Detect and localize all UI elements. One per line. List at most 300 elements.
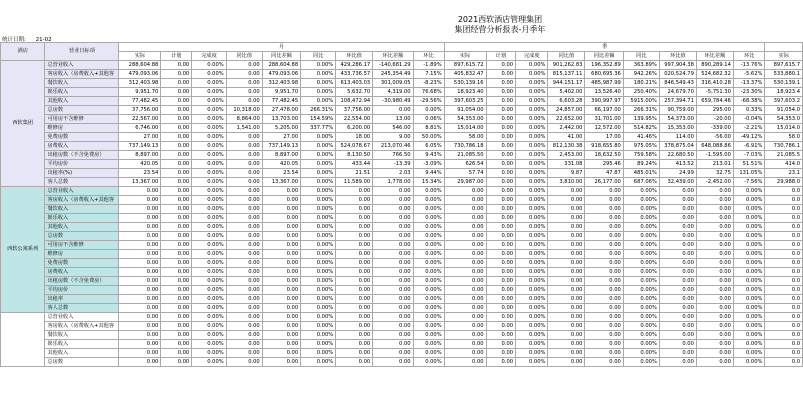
month-cell: 6,200.00 [336, 124, 373, 133]
month-cell: 0.00 [119, 268, 161, 277]
table-row [1, 259, 803, 268]
season-cell: 485.01% [623, 169, 659, 178]
month-cell: 0.00 [262, 313, 300, 322]
month-cell: 5,205.00 [262, 124, 300, 133]
season-cell: 0.00% [733, 313, 765, 322]
season-cell: 90,759.00 [659, 106, 696, 115]
season-cell: 0.00% [516, 124, 548, 133]
year-cell: 0.0 [765, 322, 803, 331]
season-cell: 0.00 [486, 88, 515, 97]
month-cell: 0.00 [336, 340, 373, 349]
month-cell: 0.00% [301, 160, 336, 169]
month-cell: 0.00 [161, 214, 192, 223]
month-cell: 0.00 [373, 304, 413, 313]
month-cell: 0.00 [119, 187, 161, 196]
month-cell: 1,541.00 [226, 124, 262, 133]
season-cell: 0.00% [733, 214, 765, 223]
item-label: 餐饮收入 [45, 205, 119, 214]
month-cell: 0.00 [226, 241, 262, 250]
month-cell: 0.00 [336, 304, 373, 313]
season-cell: 405,832.47 [444, 70, 486, 79]
season-cell: 687.06% [623, 178, 659, 187]
month-cell: 0.00 [119, 250, 161, 259]
month-cell: 0.00% [192, 358, 226, 367]
item-label: 总营业收入 [45, 61, 119, 70]
month-cell: 0.00% [192, 115, 226, 124]
season-cell: 250.40% [623, 88, 659, 97]
month-cell: 0.00 [226, 214, 262, 223]
month-cell: 0.00 [226, 169, 262, 178]
season-cell: 0.00 [659, 187, 696, 196]
item-label: 其他收入 [45, 349, 119, 358]
month-cell: 337.77% [301, 124, 336, 133]
season-cell: 0.00 [659, 286, 696, 295]
month-cell: 22,567.00 [119, 115, 161, 124]
month-cell: 312,403.98 [119, 79, 161, 88]
header-season: 季 [444, 43, 765, 52]
month-cell: 0.00% [301, 178, 336, 187]
season-cell: 0.00% [733, 196, 765, 205]
month-cell: 0.00% [413, 232, 444, 241]
month-cell: 0.00 [161, 196, 192, 205]
year-cell: 0.0 [765, 349, 803, 358]
season-cell: 0.00 [444, 322, 486, 331]
month-cell: 0.00% [301, 151, 336, 160]
month-cell: 0.00% [413, 277, 444, 286]
season-cell: 0.00 [486, 322, 515, 331]
season-cell: 0.00 [444, 268, 486, 277]
season-cell: 0.00 [486, 250, 515, 259]
season-cell: 378,875.04 [659, 142, 696, 151]
season-cell: 0.00% [623, 214, 659, 223]
season-cell: 0.00% [516, 88, 548, 97]
season-cell: 0.00% [623, 304, 659, 313]
season-cell: 942.26% [623, 70, 659, 79]
month-cell: 0.00% [192, 295, 226, 304]
year-cell: 0.0 [765, 304, 803, 313]
season-cell: 413.52 [659, 160, 696, 169]
header-col-year: 实际 [765, 52, 803, 61]
month-cell: 0.00 [226, 232, 262, 241]
month-cell: 0.00% [301, 196, 336, 205]
season-cell: 0.00 [659, 349, 696, 358]
table-row [1, 304, 803, 313]
year-cell: 0.0 [765, 268, 803, 277]
month-cell: 0.00 [226, 340, 262, 349]
item-label: 客房收入（房费收入+其他客 [45, 70, 119, 79]
season-cell: 257,394.71 [659, 97, 696, 106]
season-cell: 0.00 [585, 304, 623, 313]
header-col: 同比 [623, 52, 659, 61]
month-cell: 0.00 [161, 160, 192, 169]
month-cell: 0.00 [373, 196, 413, 205]
season-cell: 0.00% [623, 349, 659, 358]
month-cell: 0.00% [301, 358, 336, 367]
season-cell: -49.12% [733, 133, 765, 142]
season-cell: -68.38% [733, 97, 765, 106]
table-row [1, 187, 803, 196]
season-cell: 0.00 [696, 331, 733, 340]
month-cell: 0.00 [226, 142, 262, 151]
season-cell: 0.00 [486, 232, 515, 241]
header-col: 同比差额 [262, 52, 300, 61]
season-cell: 0.00% [516, 232, 548, 241]
season-cell: 54,353.00 [444, 115, 486, 124]
month-cell: 0.00 [373, 268, 413, 277]
month-cell: 0.00 [161, 142, 192, 151]
season-cell: 0.00% [516, 349, 548, 358]
table-row [1, 295, 803, 304]
year-cell: 397,603.2 [765, 97, 803, 106]
season-cell: 0.00 [696, 295, 733, 304]
season-cell: -2.21% [733, 124, 765, 133]
month-cell: 0.00 [336, 250, 373, 259]
month-cell: 0.00 [262, 331, 300, 340]
season-cell: -5.62% [733, 70, 765, 79]
season-cell: 0.00% [516, 205, 548, 214]
month-cell: 0.00 [336, 223, 373, 232]
item-label: 总房数 [45, 358, 119, 367]
month-cell: 0.00 [119, 259, 161, 268]
month-cell: 0.00% [413, 322, 444, 331]
season-cell: 66,197.00 [585, 106, 623, 115]
month-cell: 0.00 [226, 223, 262, 232]
month-cell: -140,681.29 [373, 61, 413, 70]
hotel-name [1, 313, 45, 367]
season-cell: 0.00 [444, 313, 486, 322]
year-cell: 18,923.4 [765, 88, 803, 97]
header-year [765, 43, 803, 52]
month-cell: 27.00 [262, 133, 300, 142]
season-cell: 0.00 [696, 205, 733, 214]
month-cell: 18.00 [336, 133, 373, 142]
season-cell: 0.00% [623, 313, 659, 322]
month-cell: -3.09% [413, 160, 444, 169]
season-cell: 0.00 [585, 322, 623, 331]
month-cell: 0.00 [161, 61, 192, 70]
season-cell: 530,139.16 [444, 79, 486, 88]
month-cell: 0.00 [262, 340, 300, 349]
month-cell: 0.00 [226, 295, 262, 304]
table-row [1, 268, 803, 277]
season-cell: 2,453.00 [548, 151, 585, 160]
season-cell: 24.99 [659, 169, 696, 178]
season-cell: 0.00 [696, 223, 733, 232]
month-cell: 0.00% [413, 331, 444, 340]
season-cell: 0.00 [486, 268, 515, 277]
season-cell: -20.00 [696, 115, 733, 124]
year-cell: 0.0 [765, 205, 803, 214]
month-cell: -13.39 [373, 160, 413, 169]
season-cell: -2,452.00 [696, 178, 733, 187]
season-cell: 975.05% [623, 142, 659, 151]
season-cell: 0.00 [444, 187, 486, 196]
year-cell: 0.0 [765, 196, 803, 205]
season-cell: -56.00 [696, 133, 733, 142]
season-cell: 0.00% [516, 268, 548, 277]
season-cell: 0.00 [585, 232, 623, 241]
month-cell: 0.00% [192, 70, 226, 79]
year-cell: 0.0 [765, 250, 803, 259]
season-cell: -6.91% [733, 142, 765, 151]
season-cell: 2,442.00 [548, 124, 585, 133]
month-cell: 0.00 [373, 223, 413, 232]
season-cell: 0.00 [659, 322, 696, 331]
month-cell: 0.00% [192, 304, 226, 313]
season-cell: -0.04% [733, 115, 765, 124]
season-cell: 114.00 [659, 133, 696, 142]
season-cell: 0.00 [696, 304, 733, 313]
season-cell: 0.00 [444, 205, 486, 214]
season-cell: 0.00 [659, 304, 696, 313]
month-cell: 0.00 [336, 277, 373, 286]
year-cell: 0.0 [765, 331, 803, 340]
item-label: 维修房 [45, 124, 119, 133]
month-cell: 0.00 [373, 106, 413, 115]
month-cell: 0.00% [192, 322, 226, 331]
month-cell: 0.00% [413, 106, 444, 115]
month-cell: 0.00% [413, 187, 444, 196]
season-cell: 0.00% [516, 196, 548, 205]
season-cell: 0.00 [486, 259, 515, 268]
item-label: 免费房数 [45, 259, 119, 268]
season-cell: 0.00% [733, 358, 765, 367]
season-cell: 0.00 [696, 322, 733, 331]
month-cell: 0.00 [119, 295, 161, 304]
month-cell: 10,318.00 [226, 106, 262, 115]
season-cell: 0.00 [486, 79, 515, 88]
month-cell: 0.00 [226, 286, 262, 295]
season-cell: 648,088.86 [696, 142, 733, 151]
month-cell: 0.00 [119, 349, 161, 358]
report-title-main: 2021西软酒店管理集团 [457, 15, 543, 24]
season-cell: 0.00 [486, 286, 515, 295]
month-cell: 0.00 [373, 340, 413, 349]
month-cell: -8.23% [413, 79, 444, 88]
season-cell: 0.00 [486, 205, 515, 214]
month-cell: 613,403.03 [336, 79, 373, 88]
year-cell: 23.1 [765, 169, 803, 178]
month-cell: 23.54 [262, 169, 300, 178]
table-row [1, 286, 803, 295]
table-row [1, 151, 803, 160]
season-cell: 22,652.00 [548, 115, 585, 124]
season-cell: 0.00 [486, 358, 515, 367]
season-cell: 0.00 [548, 268, 585, 277]
header-item: 营业日标项 [45, 43, 119, 61]
month-cell: -29.56% [413, 97, 444, 106]
month-cell: 0.00% [301, 223, 336, 232]
month-cell: 0.00 [161, 223, 192, 232]
month-cell: 0.00 [161, 151, 192, 160]
season-cell: 0.00% [516, 259, 548, 268]
month-cell: 0.00% [301, 97, 336, 106]
season-cell: 131.05% [733, 169, 765, 178]
season-cell: 0.00 [548, 196, 585, 205]
season-cell: 26,177.00 [585, 178, 623, 187]
season-cell: 0.00% [516, 313, 548, 322]
table-row [1, 241, 803, 250]
month-cell: 108,472.94 [336, 97, 373, 106]
header-col: 环比差额 [373, 52, 413, 61]
month-cell: 429,286.17 [336, 61, 373, 70]
season-cell: 0.00% [623, 259, 659, 268]
month-cell: 0.00% [301, 61, 336, 70]
month-cell: 0.00 [226, 196, 262, 205]
season-cell: 0.00 [444, 358, 486, 367]
month-cell: 0.00 [373, 331, 413, 340]
season-cell: 0.00% [733, 241, 765, 250]
season-cell: 17.00 [585, 133, 623, 142]
year-cell: 91,054.0 [765, 106, 803, 115]
season-cell: 0.00% [516, 106, 548, 115]
season-cell: 0.00 [548, 223, 585, 232]
month-cell: 0.00 [226, 313, 262, 322]
month-cell: 0.00 [119, 331, 161, 340]
month-cell: 76.68% [413, 88, 444, 97]
season-cell: 0.00 [585, 313, 623, 322]
month-cell: 0.00 [226, 61, 262, 70]
season-cell: 0.00 [548, 232, 585, 241]
header-col: 同比差额 [585, 52, 623, 61]
month-cell: 0.00% [192, 187, 226, 196]
month-cell: 0.00 [262, 187, 300, 196]
season-cell: 0.00 [486, 313, 515, 322]
item-label: 出租房数（不含免费房） [45, 151, 119, 160]
table-row [1, 340, 803, 349]
month-cell: 8.81% [413, 124, 444, 133]
month-cell: 0.00 [161, 295, 192, 304]
month-cell: 0.00 [119, 277, 161, 286]
table-row [1, 322, 803, 331]
month-cell: 0.00 [119, 241, 161, 250]
month-cell: 0.00% [192, 286, 226, 295]
month-cell: 9.00 [373, 133, 413, 142]
month-cell: 0.00 [373, 313, 413, 322]
month-cell: 0.00% [192, 340, 226, 349]
season-cell: 0.00 [486, 70, 515, 79]
month-cell: 0.00 [226, 205, 262, 214]
month-cell: 737,149.13 [262, 142, 300, 151]
season-cell: 0.00 [444, 250, 486, 259]
table-row [1, 196, 803, 205]
season-cell: 31,701.00 [585, 115, 623, 124]
season-cell: 0.00% [516, 241, 548, 250]
year-cell: 0.0 [765, 313, 803, 322]
season-cell: 363.89% [623, 61, 659, 70]
season-cell: 295.00 [696, 106, 733, 115]
season-cell: 41.00 [548, 133, 585, 142]
table-row [1, 133, 803, 142]
season-cell: 0.00 [585, 277, 623, 286]
month-cell: 0.00% [301, 79, 336, 88]
month-cell: 0.00 [161, 88, 192, 97]
month-cell: 0.00% [192, 313, 226, 322]
month-cell: 0.00% [192, 349, 226, 358]
month-cell: 0.00% [301, 331, 336, 340]
season-cell: 0.00% [516, 142, 548, 151]
month-cell: 6,746.00 [119, 124, 161, 133]
item-label: 餐饮收入 [45, 79, 119, 88]
season-cell: 13,526.40 [585, 88, 623, 97]
season-cell: 0.00 [444, 241, 486, 250]
season-cell: 32.75 [696, 169, 733, 178]
month-cell: 0.00% [192, 268, 226, 277]
season-cell: 0.00 [659, 250, 696, 259]
month-cell: 23.54 [119, 169, 161, 178]
season-cell: 0.00 [486, 106, 515, 115]
month-cell: 0.00% [192, 79, 226, 88]
month-cell: 13.00 [373, 115, 413, 124]
month-cell: 8,864.00 [226, 115, 262, 124]
month-cell: 0.00 [119, 214, 161, 223]
month-cell: 0.00 [119, 223, 161, 232]
table-row [1, 169, 803, 178]
season-cell: 0.00 [696, 187, 733, 196]
item-label: 免费房数 [45, 133, 119, 142]
item-label: 平均房价 [45, 286, 119, 295]
season-cell: 397,603.25 [444, 97, 486, 106]
season-cell: 5,402.00 [548, 88, 585, 97]
month-cell: 0.00 [161, 358, 192, 367]
year-cell: 530,139.1 [765, 79, 803, 88]
month-cell: 0.00 [373, 232, 413, 241]
season-cell: 0.00 [486, 115, 515, 124]
month-cell: 0.00% [301, 205, 336, 214]
season-cell: 0.00 [585, 241, 623, 250]
season-cell: 0.00% [623, 196, 659, 205]
month-cell: 0.00 [262, 322, 300, 331]
season-cell: 0.00 [444, 349, 486, 358]
header-col: 计划 [486, 52, 515, 61]
season-cell: 0.00 [696, 232, 733, 241]
season-cell: -7.03% [733, 151, 765, 160]
season-cell: 18,632.50 [585, 151, 623, 160]
season-cell: 0.00 [548, 313, 585, 322]
month-cell: 420.05 [119, 160, 161, 169]
season-cell: 18,923.40 [444, 88, 486, 97]
season-cell: 0.00 [659, 196, 696, 205]
season-cell: 0.00 [696, 358, 733, 367]
month-cell: 0.00 [262, 295, 300, 304]
table-row [1, 115, 803, 124]
season-cell: 997,904.38 [659, 61, 696, 70]
month-cell: 0.00 [262, 268, 300, 277]
month-cell: 0.00 [262, 205, 300, 214]
season-cell: 0.00 [659, 340, 696, 349]
month-cell: 77,482.45 [262, 97, 300, 106]
season-cell: 41.46% [623, 133, 659, 142]
season-cell: -339.00 [696, 124, 733, 133]
item-label: 其他收入 [45, 97, 119, 106]
season-cell: 0.00 [585, 268, 623, 277]
season-cell: -13.76% [733, 61, 765, 70]
season-cell: 24,679.70 [659, 88, 696, 97]
month-cell: 0.00 [336, 322, 373, 331]
season-cell: 0.00 [659, 205, 696, 214]
month-cell: 0.00 [373, 286, 413, 295]
month-cell: 0.00 [161, 277, 192, 286]
season-cell: 0.00% [516, 340, 548, 349]
report-table [0, 42, 803, 367]
month-cell: 0.00% [301, 340, 336, 349]
season-cell: 331.08 [548, 160, 585, 169]
item-label: 平均房价 [45, 160, 119, 169]
month-cell: 0.00 [161, 331, 192, 340]
season-cell: 0.00 [548, 295, 585, 304]
season-cell: 0.00% [623, 187, 659, 196]
item-label: 客房收入（房费收入+其他客 [45, 322, 119, 331]
